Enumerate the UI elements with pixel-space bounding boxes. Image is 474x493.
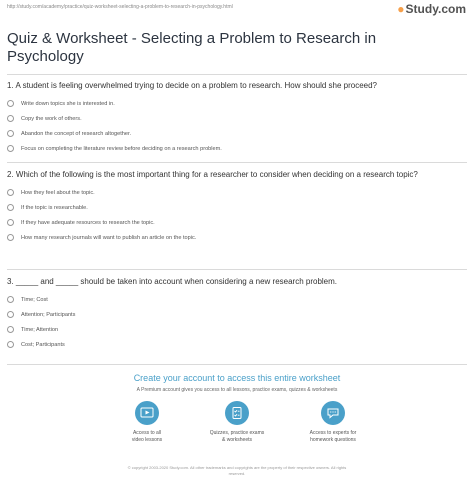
answer-option[interactable] [7,307,467,322]
feature-label-line1: Access to all [132,430,162,436]
divider [7,364,467,365]
feature-label-line2: video lessons [131,437,163,443]
cta-headline[interactable]: Create your account to access this entire worksheet [133,373,341,383]
divider [7,162,467,163]
page-url: http://study.com/academy/practice/quiz-worksheet-selecting-a-problem-to-research-in-psychology.html [7,4,233,10]
feature-label-line2: homework questions [310,437,356,443]
answer-label: Time; Cost [21,296,48,303]
radio-button[interactable] [7,326,14,333]
copyright-notice [0,465,474,477]
page-title: Quiz & Worksheet - Selecting a Problem to Research in Psychology [7,30,377,65]
answer-option[interactable] [7,111,467,126]
answer-option[interactable] [7,337,467,352]
radio-button[interactable] [7,234,14,241]
study-com-logo-icon: ● [397,2,405,16]
copyright-line1: © copyright 2003-2020 Study.com. All other trademarks and copyrights are the property of their respective owners. All rights [127,465,347,470]
premium-cta [0,373,474,476]
radio-button[interactable] [7,145,14,152]
question-3 [7,277,467,352]
answer-option[interactable] [7,322,467,337]
radio-button[interactable] [7,100,14,107]
answer-label: Cost; Participants [21,341,65,348]
video-play-icon [135,401,159,425]
radio-button[interactable] [7,296,14,303]
chat-bubble-icon [321,401,345,425]
radio-button[interactable] [7,341,14,348]
answer-option[interactable] [7,126,467,141]
answer-label: How they feel about the topic. [21,189,95,196]
answer-option[interactable] [7,230,467,245]
answer-label: If they have adequate resources to research the topic. [21,219,155,226]
feature-video-lessons [97,401,197,444]
radio-button[interactable] [7,219,14,226]
question-1 [7,81,467,156]
feature-label-line1: Quizzes, practice exams [209,430,265,436]
answer-label: Abandon the concept of research altogether. [21,130,132,137]
question-text: 3. _____ and _____ should be taken into account when considering a new research problem. [7,277,338,286]
answer-label: Write down topics she is interested in. [21,100,115,107]
answer-option[interactable] [7,96,467,111]
feature-experts [283,401,383,444]
radio-button[interactable] [7,130,14,137]
divider [7,74,467,75]
answer-label: Attention; Participants [21,311,76,318]
answer-label: How many research journals will want to publish an article on the topic. [21,234,197,241]
answer-label: If the topic is researchable. [21,204,88,211]
answer-label: Time; Attention [21,326,59,333]
feature-list [0,401,474,461]
question-text: 1. A student is feeling overwhelmed trying to decide on a problem to research. How should she proceed? [7,81,377,90]
checklist-icon [225,401,249,425]
answer-label: Focus on completing the literature review before deciding on a research problem. [21,145,222,152]
page-header [0,0,474,16]
feature-label-line2: & worksheets [221,437,252,443]
study-com-logo[interactable] [397,2,466,16]
radio-button[interactable] [7,204,14,211]
answer-option[interactable] [7,200,467,215]
cta-subtext: A Premium account gives you access to all lessons, practice exams, quizzes & worksheets [136,387,338,393]
brand-name: Study.com [405,2,466,16]
radio-button[interactable] [7,189,14,196]
copyright-line2: reserved. [228,471,246,476]
answer-label: Copy the work of others. [21,115,82,122]
radio-button[interactable] [7,311,14,318]
feature-label-line1: Access to experts for [309,430,357,436]
feature-quizzes [187,401,287,444]
radio-button[interactable] [7,115,14,122]
question-text: 2. Which of the following is the most important thing for a researcher to consider when deciding on a research topic? [7,170,418,179]
divider [7,269,467,270]
answer-option[interactable] [7,141,467,156]
answer-option[interactable] [7,292,467,307]
question-2 [7,170,467,245]
answer-option[interactable] [7,185,467,200]
answer-option[interactable] [7,215,467,230]
